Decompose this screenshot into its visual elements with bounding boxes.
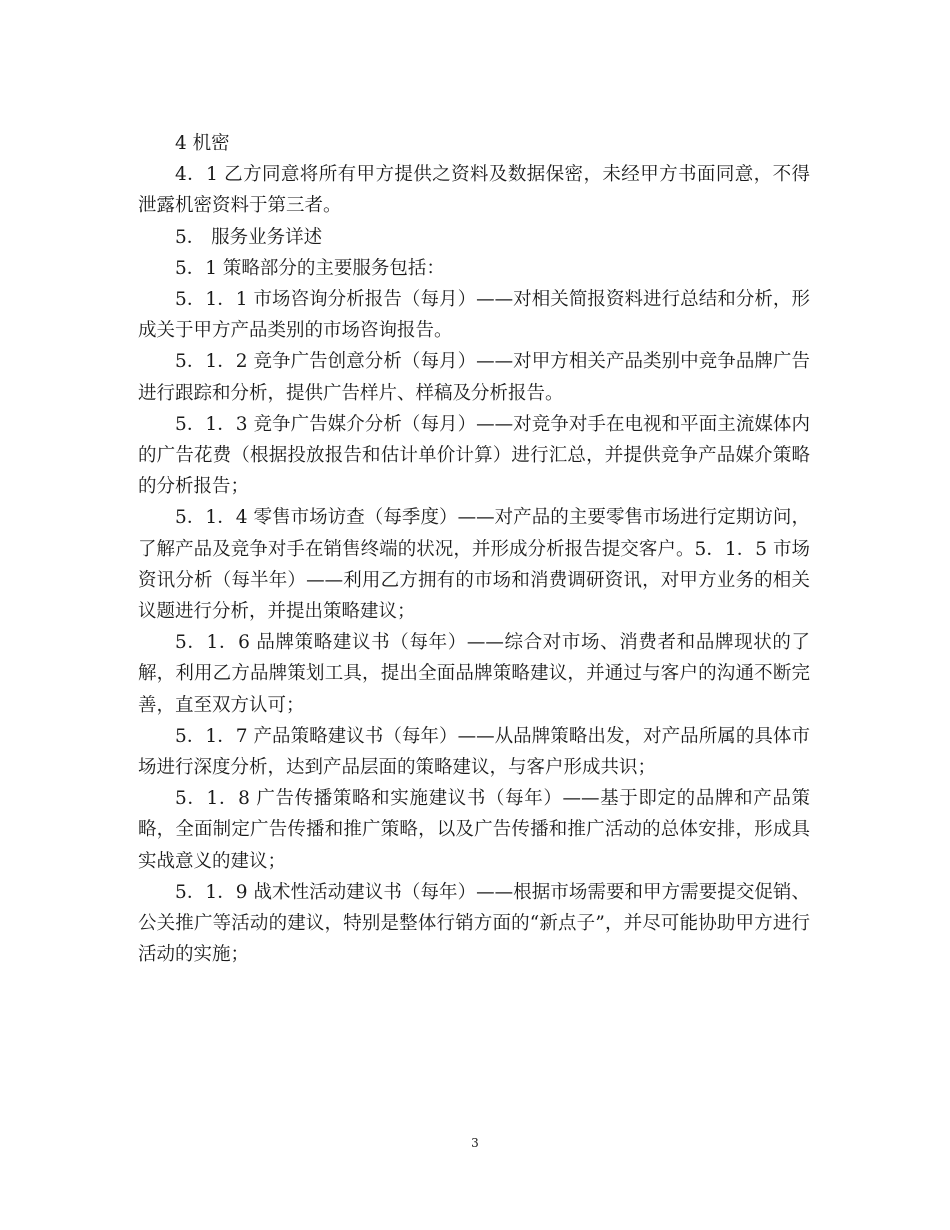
clause-5-1-9: 5．1．9 战术性活动建议书（每年）——根据市场需要和甲方需要提交促销、公关推广等活动的建议，特别是整体行销方面的“新点子”，并尽可能协助甲方进行活动的实施；: [138, 881, 810, 966]
clause-5-1-1: 5．1．1 市场咨询分析报告（每月）——对相关简报资料进行总结和分析，形成关于甲方产品类别的市场咨询报告。: [138, 289, 810, 342]
page-number: 3: [471, 1136, 479, 1150]
clause-5-1-2: 5．1．2 竞争广告创意分析（每月）——对甲方相关产品类别中竞争品牌广告进行跟踪和分析，提供广告样片、样稿及分析报告。: [138, 351, 810, 404]
clause-5-1: 5．1 策略部分的主要服务包括：: [175, 257, 445, 279]
clause-5-1-4-and-5-1-5: 5．1．4 零售市场访查（每季度）——对产品的主要零售市场进行定期访问，了解产品及竞争对手在销售终端的状况，并形成分析报告提交客户。5．1．5 市场资讯分析（每半年）——利用乙方拥有的市场和消费调研资讯，对甲方业务的相关议题进行分析，并提出策略建议；: [138, 507, 810, 623]
document-body: [138, 128, 810, 970]
clause-5-1-3: 5．1．3 竞争广告媒介分析（每月）——对竞争对手在电视和平面主流媒体内的广告花费（根据投放报告和估计单价计算）进行汇总，并提供竞争产品媒介策略的分析报告；: [138, 413, 810, 498]
heading-service-details: 5． 服务业务详述: [175, 226, 323, 248]
clause-5-1-8: 5．1．8 广告传播策略和实施建议书（每年）——基于即定的品牌和产品策略，全面制定广告传播和推广策略，以及广告传播和推广活动的总体安排，形成具实战意义的建议；: [138, 788, 810, 872]
clause-5-1-6: 5．1．6 品牌策略建议书（每年）——综合对市场、消费者和品牌现状的了解，利用乙方品牌策划工具，提出全面品牌策略建议，并通过与客户的沟通不断完善，直至双方认可；: [138, 632, 810, 716]
clause-4-1: 4．1 乙方同意将所有甲方提供之资料及数据保密，未经甲方书面同意，不得泄露机密资料于第三者。: [138, 164, 810, 217]
clause-5-1-7: 5．1．7 产品策略建议书（每年）——从品牌策略出发，对产品所属的具体市场进行深度分析，达到产品层面的策略建议，与客户形成共识；: [138, 725, 810, 779]
heading-confidentiality: 4 机密: [175, 133, 230, 154]
